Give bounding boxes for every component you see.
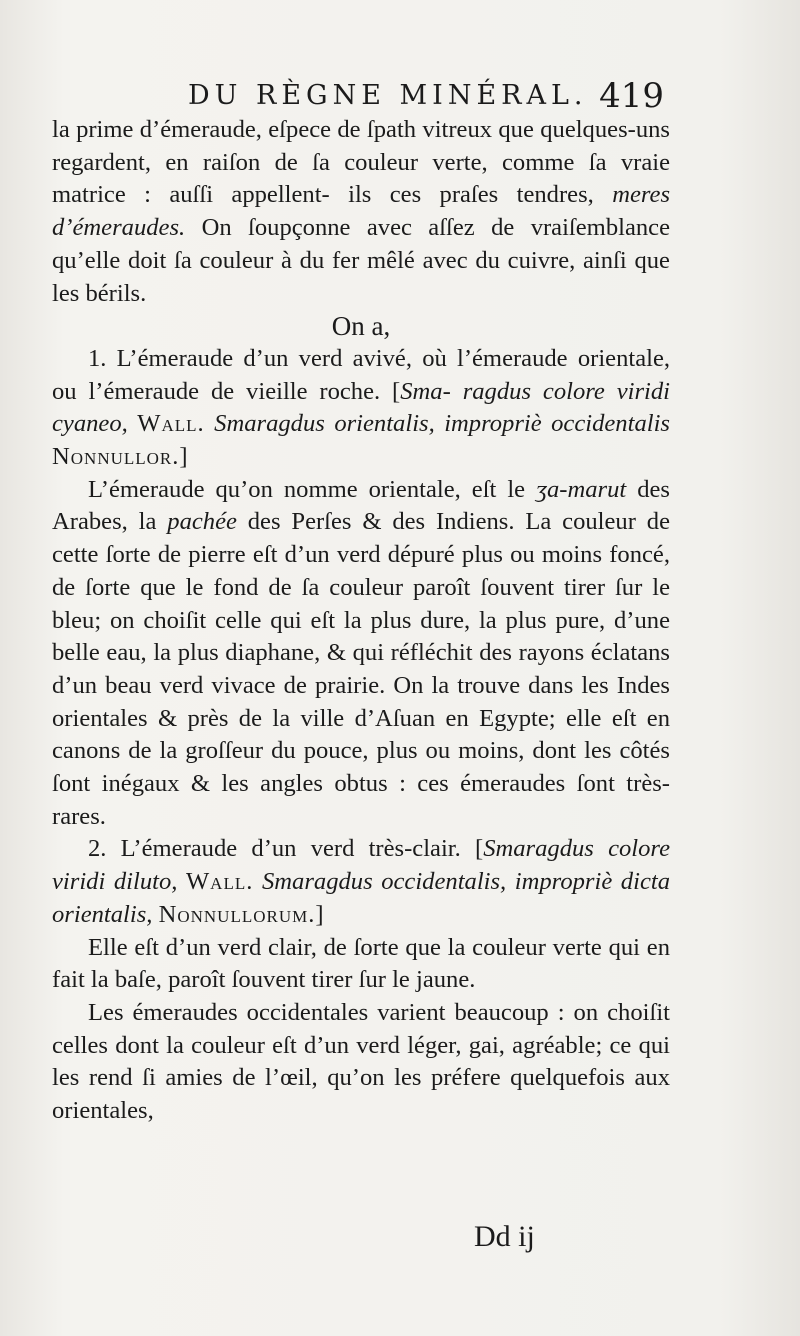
page-number: 419 (599, 76, 664, 116)
latin-name: Smaragdus occidentalis, impropriè dicta orientalis, (52, 868, 670, 928)
text: L’émeraude qu’on nomme orientale, eſt le (88, 475, 537, 503)
page-header (150, 76, 670, 116)
author-citation: Nonnullor. (52, 443, 180, 471)
bracket: ] (179, 443, 188, 471)
list-item-2 (52, 833, 670, 931)
running-head: DU RÈGNE MINÉRAL. (188, 80, 588, 111)
text: des Perſes & des Indiens. La couleur de cette ſorte de pierre eſt d’un verd dépuré plus ou moins foncé, de ſorte que le fond de ſa couleur paroît ſouvent tirer ſur le bleu; on choiſit celle qui eſt la plus dure, la plus pure, d’une belle eau, la plus diaphane, & qui réfléchit des rayons éclatans d’un beau verd vivace de prairie. On la trouve dans les Indes orientales & près de la ville d’Aſuan en Egypte; elle eſt en canons de la groſſeur du pouce, plus ou moins, dont les côtés ſont inégaux & les angles obtus : ces émeraudes ſont très-rares. (52, 508, 670, 830)
page-body (52, 114, 670, 1128)
paragraph-occidentales: Les émeraudes occidentales varient beaucoup : on choiſit celles dont la couleur eſt d’un verd léger, gai, agréable; ce qui les rend ſi amies de l’œil, qu’on les préfere quelquefois aux orientales, (52, 998, 670, 1125)
text-line: la prime d’émeraude, eſpece de ſpath vitreux que (52, 116, 534, 143)
author-citation: Wall. (137, 410, 205, 438)
item-lead: 1. L’émeraude d’un verd avivé, où l’émeraude (88, 344, 568, 372)
latin-name: Smaragdus (214, 410, 325, 438)
text-line: les bérils. (52, 279, 147, 307)
author-citation: Wall. (185, 868, 254, 896)
text-line: quelques-uns regardent, en raiſon de ſa couleur (52, 116, 670, 176)
item-lead: 2. L’émeraude d’un verd très-clair. [ (88, 835, 484, 863)
text-line: On (185, 214, 232, 242)
list-item-1 (52, 343, 670, 474)
latin-name: Sma- (400, 377, 451, 405)
latin-name: Smaragdus colore viridi diluto, (52, 835, 670, 896)
text-line: verte, comme ſa vraie matrice : auſſi appellent- (52, 148, 670, 209)
section-heading: On a, (331, 311, 391, 342)
latin-name: ragdus colore viridi cyaneo, (52, 377, 670, 438)
item-text: orientale, ou l’émeraude de vieille roche. [ (52, 344, 671, 405)
bracket: ] (315, 900, 324, 928)
italic-term: pachée (167, 508, 237, 536)
text-line: ſa couleur à du fer mêlé avec du cuivre, ainſi que (174, 246, 670, 274)
signature-mark: Dd ij (474, 1220, 535, 1253)
italic-term: meres d’émeraudes. (52, 181, 671, 242)
paragraph-continuation (52, 114, 670, 310)
author-citation: Nonnullorum. (158, 900, 316, 928)
text-line: ſoupçonne avec aſſez de vraiſemblance qu’elle doit (52, 214, 670, 274)
italic-term: ʒa-marut (536, 475, 627, 503)
text-line: ils ces praſes tendres, (348, 181, 613, 209)
paragraph-orientale (52, 474, 670, 834)
latin-name: orientalis, impropriè occidentalis (334, 410, 670, 438)
text: des Arabes, la (52, 475, 670, 536)
paragraph-clair: Elle eſt d’un verd clair, de ſorte que la couleur verte qui en fait la baſe, paroît ſouvent tirer ſur le jaune. (52, 933, 670, 994)
